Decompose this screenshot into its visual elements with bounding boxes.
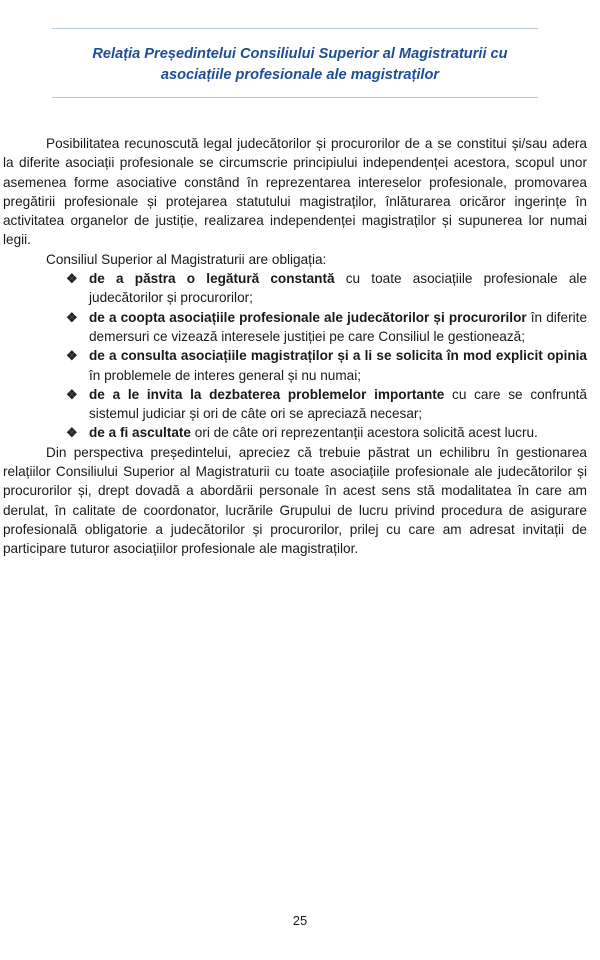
intro-paragraph: Posibilitatea recunoscută legal judecătorilor și procurorilor de a se constitui și/sau adera la diferite asociații profesionale se circumscrie principiului independenței acestora, scopul unor asemenea forme asociative constând în reprezentarea intereselor profesionale, promovarea pregătirii profesionale și protejarea statutului magistraților, înlăturarea oricăror ingerințe în activitatea organelor de justiție, realizarea independenței magistraților și supunerea lor numai legii. bbox=[3, 136, 587, 248]
list-item-text: cu toate asociațiile profesionale ale judecătorilor și procurorilor; bbox=[89, 271, 587, 306]
page-title-line1: Relația Președintelui Consiliului Superior al Magistraturii cu bbox=[92, 46, 508, 62]
list-item-text: în problemele de interes general și nu numai; bbox=[89, 367, 362, 383]
list-item bbox=[3, 423, 587, 442]
four-diamond-bullet-icon: ❖ bbox=[66, 309, 78, 325]
list-item-bold: de a coopta asociațiile profesionale ale judecătorilor și procurorilor bbox=[89, 309, 527, 325]
list-item-bold: de a fi ascultate bbox=[89, 425, 191, 441]
document-body bbox=[3, 134, 587, 559]
list-item bbox=[3, 385, 587, 424]
four-diamond-bullet-icon: ❖ bbox=[66, 386, 78, 402]
page-title-line2: asociațiile profesionale ale magistraților bbox=[160, 67, 440, 83]
four-diamond-bullet-icon: ❖ bbox=[66, 271, 78, 287]
list-item-text: cu care se confruntă sistemul judiciar și ori de câte ori se apreciază necesar; bbox=[89, 386, 587, 422]
page-number: 25 bbox=[292, 913, 308, 928]
list-item bbox=[3, 346, 587, 385]
page-title bbox=[40, 44, 560, 86]
obligations-intro: Consiliul Superior al Magistraturii are obligația: bbox=[46, 251, 327, 267]
list-item-text: ori de câte ori reprezentanții acestora solicită acest lucru. bbox=[191, 425, 538, 441]
list-item-bold: de a păstra o legătură constantă bbox=[89, 271, 335, 287]
list-item-bold: de a consulta asociațiile magistraților și a li se solicita în mod explicit opinia bbox=[89, 348, 587, 364]
obligations-list bbox=[3, 269, 587, 443]
four-diamond-bullet-icon: ❖ bbox=[66, 425, 78, 441]
list-item bbox=[3, 308, 587, 347]
list-item-bold: de a le invita la dezbaterea problemelor importante bbox=[89, 386, 445, 402]
header-top-rule bbox=[52, 28, 538, 29]
list-item-text: în diferite demersuri ce vizează interesele justiției pe care Consiliul le gestionează; bbox=[89, 309, 587, 344]
header-bottom-rule bbox=[52, 97, 538, 98]
four-diamond-bullet-icon: ❖ bbox=[66, 348, 78, 364]
closing-paragraph: Din perspectiva președintelui, apreciez că trebuie păstrat un echilibru în gestionarea relațiilor Consiliului Superior al Magistraturii cu toate asociațiile profesionale ale judecătorilor și procurorilor și, drept dovadă a abordării personale în acest sens stă modalitatea în care am derulat, în calitate de coordonator, lucrările Grupului de lucru privind procedura de asigurare profesională obligatorie a judecătorilor și procurorilor, prilej cu care am adresat invitații de participare tuturor asociațiilor profesionale ale magistraților. bbox=[3, 444, 587, 557]
list-item bbox=[3, 269, 587, 308]
